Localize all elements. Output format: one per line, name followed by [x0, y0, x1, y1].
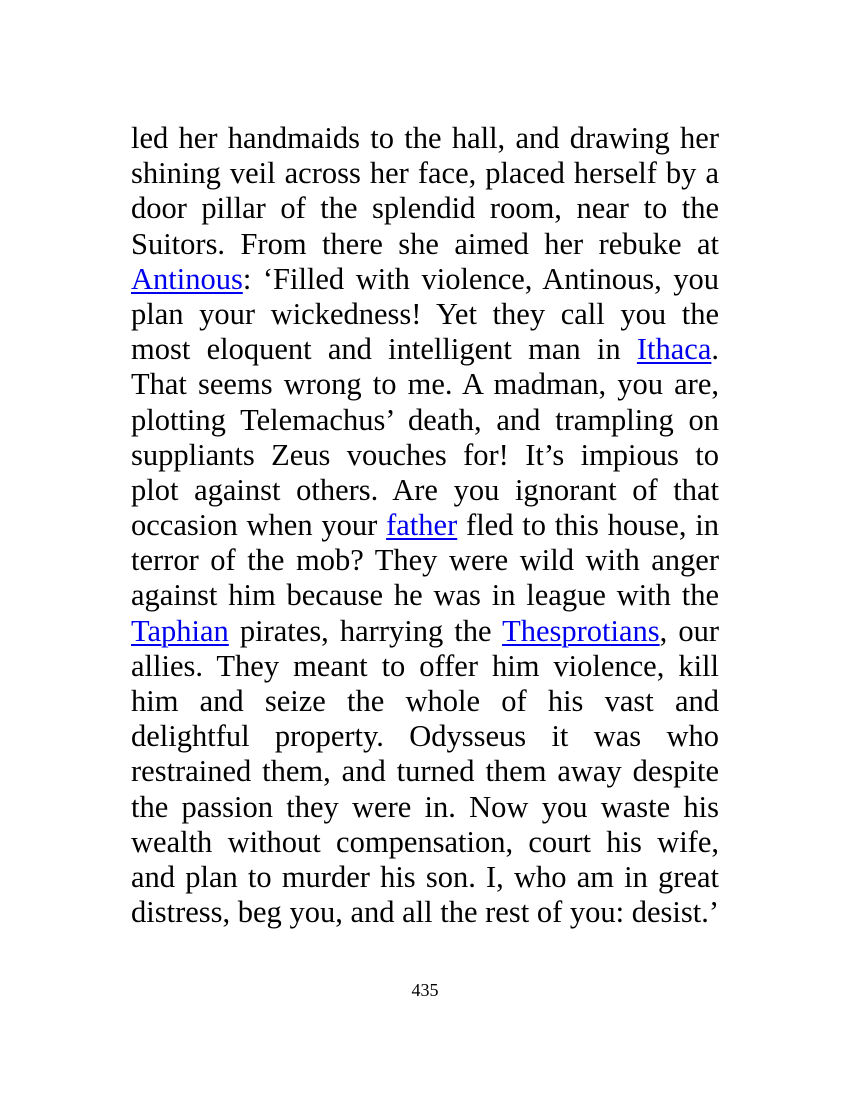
text-span: wealth without compensation, court his wife,	[131, 824, 719, 859]
text-span: him and seize the whole of his vast and	[131, 684, 719, 718]
text-span: delightful property. Odysseus it was who	[131, 719, 719, 754]
text-span: terror of the mob? They were wild with anger	[131, 543, 719, 578]
text-span: most eloquent and intelligent man in	[131, 332, 637, 367]
text-span: .	[711, 332, 719, 367]
text-span: plotting Telemachus’ death, and trampling on	[131, 402, 719, 437]
text-line	[131, 262, 719, 297]
text-line	[131, 578, 719, 613]
text-line	[131, 684, 719, 719]
text-span: pirates, harrying the	[228, 613, 503, 648]
text-span: against him because he was in league with the	[131, 578, 719, 613]
text-line	[131, 754, 719, 789]
text-line	[131, 649, 719, 684]
text-span: led her handmaids to the hall, and drawing her	[131, 121, 719, 155]
hyperlink-thesprotians[interactable]: Thesprotians	[502, 613, 660, 648]
text-span: , our	[659, 613, 719, 648]
text-span: fled to this house, in	[457, 508, 719, 543]
text-span: suppliants Zeus vouches for! It’s impious to	[131, 437, 719, 472]
text-line	[131, 614, 719, 649]
text-line	[131, 790, 719, 825]
hyperlink-taphian[interactable]: Taphian	[131, 613, 229, 648]
text-line	[131, 191, 719, 226]
text-line	[131, 403, 719, 438]
text-line	[131, 156, 719, 191]
text-span: shining veil across her face, placed herself by a	[131, 156, 719, 191]
text-span: occasion when your	[131, 508, 387, 543]
text-line	[131, 438, 719, 473]
hyperlink-antinous[interactable]: Antinous	[131, 261, 243, 296]
body-text	[131, 121, 719, 930]
text-line	[131, 543, 719, 578]
text-span: allies. They meant to offer him violence, kill	[131, 648, 719, 683]
text-span: door pillar of the splendid room, near to the	[131, 191, 719, 226]
text-span: plot against others. Are you ignorant of that	[131, 472, 719, 507]
text-span: and plan to murder his son. I, who am in great	[131, 859, 719, 894]
hyperlink-ithaca[interactable]: Ithaca	[636, 332, 712, 367]
text-line	[131, 895, 719, 930]
text-line	[131, 860, 719, 895]
text-span: plan your wickedness! Yet they call you the	[131, 296, 719, 331]
hyperlink-father[interactable]: father	[386, 508, 458, 543]
text-line	[131, 121, 719, 156]
text-span: Suitors. From there she aimed her rebuke at	[131, 226, 719, 261]
text-line	[131, 367, 719, 402]
text-span: That seems wrong to me. A madman, you are,	[131, 367, 719, 402]
text-line	[131, 332, 719, 367]
text-line	[131, 508, 719, 543]
text-line	[131, 719, 719, 754]
text-line	[131, 297, 719, 332]
text-line	[131, 825, 719, 860]
page-number: 435	[411, 980, 439, 1000]
text-line	[131, 473, 719, 508]
text-span: distress, beg you, and all the rest of you: desist.’	[131, 895, 719, 930]
text-line	[131, 227, 719, 262]
text-span: restrained them, and turned them away despite	[131, 754, 719, 789]
text-span: : ‘Filled with violence, Antinous, you	[242, 261, 719, 296]
text-span: the passion they were in. Now you waste his	[131, 789, 719, 824]
